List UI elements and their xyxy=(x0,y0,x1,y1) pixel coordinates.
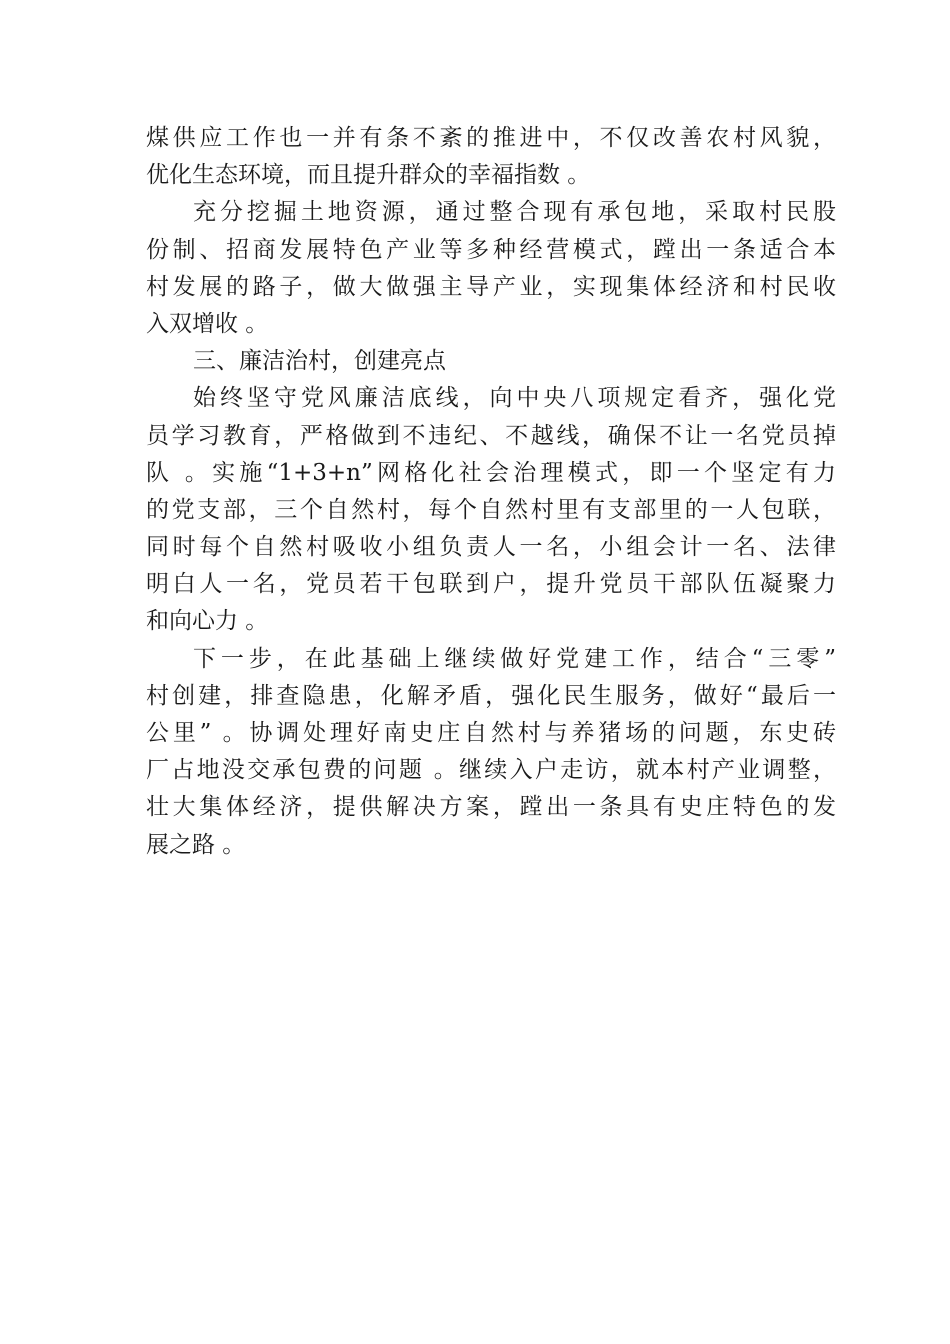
paragraph-continuation xyxy=(146,120,836,194)
text-line: 份制、招商发展特色产业等多种经营模式，蹚出一条适合本 xyxy=(146,236,836,263)
text-line: 始终坚守党风廉洁底线，向中央八项规定看齐，强化党 xyxy=(193,385,836,412)
paragraph-integrity xyxy=(146,380,836,640)
text-line: 壮大集体经济，提供解决方案，蹚出一条具有史庄特色的发 xyxy=(146,794,836,821)
text-line: 入双增收 。 xyxy=(146,310,269,337)
text-line: 煤供应工作也一并有条不紊的推进中，不仅改善农村风貌， xyxy=(146,125,836,151)
text-line: 的党支部，三个自然村，每个自然村里有支部里的一人包联， xyxy=(146,496,836,523)
text-line: 员学习教育，严格做到不违纪、不越线，确保不让一名党员掉 xyxy=(146,422,836,449)
section-heading xyxy=(146,343,836,380)
paragraph-land-resources xyxy=(146,194,836,343)
text-line: 厂占地没交承包费的问题 。继续入户走访，就本村产业调整， xyxy=(146,757,836,784)
paragraph-next-step xyxy=(146,641,836,864)
section-heading-text: 三、廉洁治村，创建亮点 xyxy=(193,348,446,375)
text-line: 展之路 。 xyxy=(146,831,246,858)
text-line: 村发展的路子，做大做强主导产业，实现集体经济和村民收 xyxy=(146,273,836,300)
text-line: 村创建，排查隐患，化解矛盾，强化民生服务，做好“最后一 xyxy=(146,682,836,709)
text-line: 下一步，在此基础上继续做好党建工作，结合“三零” xyxy=(193,645,836,672)
text-line: 明白人一名，党员若干包联到户，提升党员干部队伍凝聚力 xyxy=(146,571,836,598)
document-body xyxy=(146,120,836,864)
text-line: 公里” 。协调处理好南史庄自然村与养猪场的问题，东史砖 xyxy=(146,720,836,746)
text-line: 优化生态环境，而且提升群众的幸福指数 。 xyxy=(146,162,591,189)
text-line: 充分挖掘土地资源，通过整合现有承包地，采取村民股 xyxy=(193,199,836,226)
text-line: 队 。实施“1+3+n”网格化社会治理模式，即一个坚定有力 xyxy=(146,459,836,486)
text-line: 和向心力 。 xyxy=(146,608,269,635)
text-line: 同时每个自然村吸收小组负责人一名，小组会计一名、法律 xyxy=(146,534,836,561)
